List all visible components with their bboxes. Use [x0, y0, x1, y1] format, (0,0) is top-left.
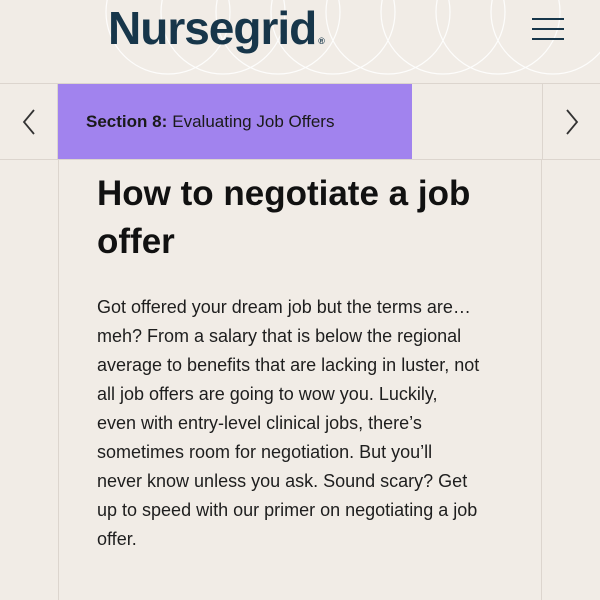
section-tag [58, 84, 412, 159]
section-navigation [0, 84, 600, 160]
article-content [58, 160, 542, 600]
registered-mark: ® [318, 36, 324, 46]
article-title: How to negotiate a job offer [97, 174, 471, 261]
next-section-button[interactable] [542, 84, 600, 159]
section-title: Evaluating Job Offers [172, 111, 335, 131]
previous-section-button[interactable] [0, 84, 58, 159]
site-header [0, 0, 600, 84]
logo-text: Nursegrid [108, 2, 317, 54]
section-number: Section 8: [86, 111, 168, 131]
chevron-right-icon [565, 109, 579, 135]
article-body: Got offered your dream job but the terms are…meh? From a salary that is below the regional average to benefits that are lacking in luster, not all job offers are going to wow you. Luckily, even with entry-level clinical jobs, there’s sometimes room for negotiation. But you’ll never know unless you ask. Sound scary? Get up to speed with our primer on negotiating a job offer. [97, 297, 480, 549]
nursegrid-logo[interactable] [108, 0, 324, 56]
hamburger-menu-icon[interactable] [528, 14, 568, 44]
chevron-left-icon [22, 109, 36, 135]
